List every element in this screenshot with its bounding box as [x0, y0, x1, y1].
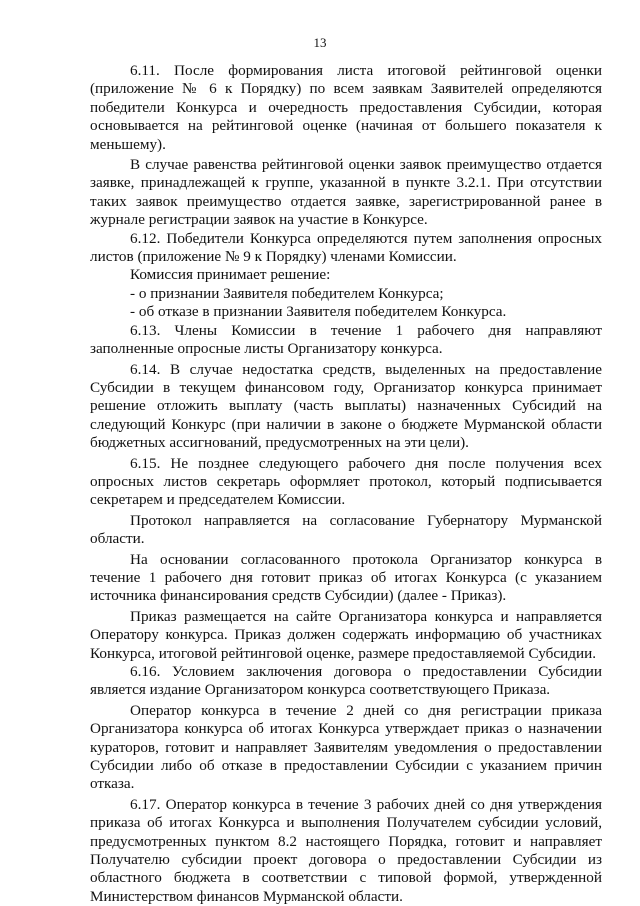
paragraph-operator-notification: Оператор конкурса в течение 2 дней со дня регистрации приказа Организатора конкурса об итогах Конкурса утверждает приказ о назначении кураторов, готовит и направляет Заявителям уведомления о предоставлении Субсидии либо об отказе в предоставлении Субсидии с указанием причин отказа.	[90, 701, 602, 793]
paragraph-6-14: 6.14. В случае недостатка средств, выделенных на предоставление Субсидии в текущем финансовом году, Организатор конкурса принимает решение отложить выплату (часть выплаты) назначенных Субсидий на следующий Конкурс (при наличии в законе о бюджете Мурманской области бюджетных ассигнований, предусмотренных на эти цели).	[90, 360, 602, 452]
document-body	[90, 62, 602, 906]
page-number: 13	[313, 35, 327, 50]
paragraph-order-publication: Приказ размещается на сайте Организатора конкурса и направляется Оператору конкурса. Приказ должен содержать информацию об участниках Конкурса, итоговой рейтинговой оценке, размере предоставляемой Субсидии.	[90, 607, 602, 662]
paragraph-6-17: 6.17. Оператор конкурса в течение 3 рабочих дней со дня утверждения приказа об итогах Конкурса и выполнения Получателем субсидии условий, предусмотренных пунктом 8.2 настоящего Порядка, готовит и направляет Получателю субсидии проект договора о предоставлении Субсидии из областного бюджета в соответствии с типовой формой, утвержденной Министерством финансов Мурманской области.	[90, 795, 602, 905]
paragraph-6-13: 6.13. Члены Комиссии в течение 1 рабочего дня направляют заполненные опросные листы Организатору конкурса.	[90, 321, 602, 358]
paragraph-6-15: 6.15. Не позднее следующего рабочего дня после получения всех опросных листов секретарь оформляет протокол, который подписывается секретарем и председателем Комиссии.	[90, 454, 602, 509]
paragraph-6-12: 6.12. Победители Конкурса определяются путем заполнения опросных листов (приложение № 9 к Порядку) членами Комиссии.	[90, 229, 602, 266]
list-item-refuse-winner: - об отказе в признании Заявителя победителем Конкурса.	[130, 303, 507, 321]
paragraph-order-preparation: На основании согласованного протокола Организатор конкурса в течение 1 рабочего дня готовит приказ об итогах Конкурса (с указанием источника финансирования средств Субсидии) (далее - Приказ).	[90, 550, 602, 605]
paragraph-6-16: 6.16. Условием заключения договора о предоставлении Субсидии является издание Организатором конкурса соответствующего Приказа.	[90, 663, 602, 699]
paragraph-protocol-approval: Протокол направляется на согласование Губернатору Мурманской области.	[90, 511, 602, 548]
paragraph-tie-rule: В случае равенства рейтинговой оценки заявок преимущество отдается заявке, принадлежащей к группе, указанной в пункте 3.2.1. При отсутствии таких заявок преимущество отдается заявке, зарегистрированной ранее в журнале регистрации заявок на участие в Конкурсе.	[90, 156, 602, 229]
paragraph-6-11: 6.11. После формирования листа итоговой рейтинговой оценки (приложение № 6 к Порядку) по всем заявкам Заявителей определяются победители Конкурса и очередность предоставления Субсидии, которая основывается на рейтинговой оценке (начиная от большего показателя к меньшему).	[90, 62, 602, 153]
list-item-recognize-winner: - о признании Заявителя победителем Конкурса;	[130, 284, 444, 302]
paragraph-commission-decision: Комиссия принимает решение:	[130, 266, 331, 284]
